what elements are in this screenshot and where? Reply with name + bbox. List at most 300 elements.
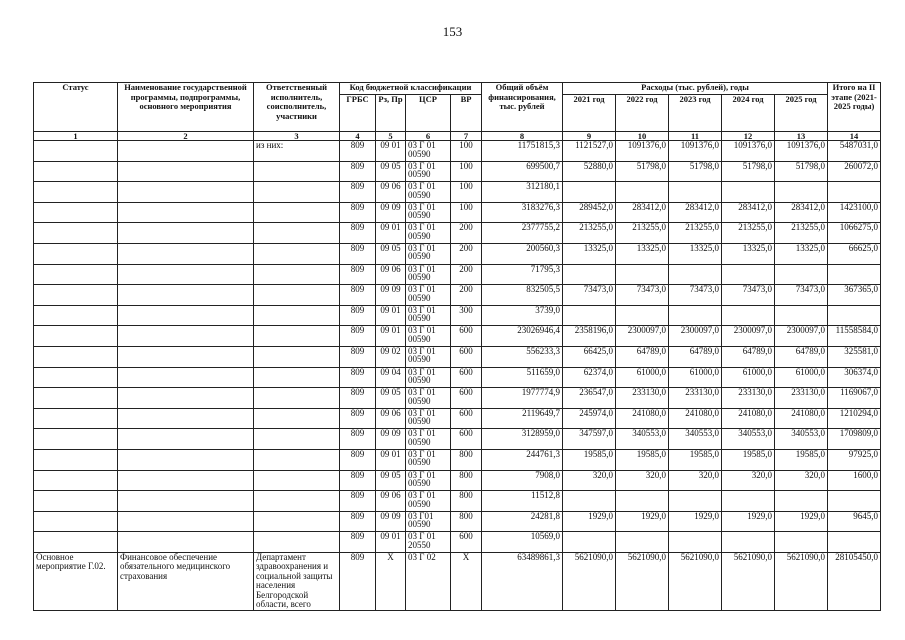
cell-grbs: 809	[340, 346, 376, 367]
cell-vr: 600	[451, 326, 482, 347]
cell-2023: 5621090,0	[669, 552, 722, 610]
cell-name	[118, 346, 254, 367]
table-row	[34, 532, 881, 553]
cell-2023: 1091376,0	[669, 141, 722, 162]
column-number: 12	[722, 132, 775, 141]
cell-rzpr: 09 01	[376, 305, 406, 326]
cell-name	[118, 305, 254, 326]
cell-csr: 03 Г 01 00590	[406, 202, 451, 223]
header-code-group: Код бюджетной классификации	[340, 83, 482, 95]
cell-total: 23026946,4	[482, 326, 563, 347]
cell-stage-total: 1169067,0	[828, 388, 881, 409]
cell-2021: 5621090,0	[563, 552, 616, 610]
cell-csr: 03 Г 01 00590	[406, 182, 451, 203]
cell-vr: 800	[451, 470, 482, 491]
cell-2024: 241080,0	[722, 408, 775, 429]
column-number: 11	[669, 132, 722, 141]
cell-grbs: 809	[340, 161, 376, 182]
cell-2023	[669, 491, 722, 512]
cell-status	[34, 367, 118, 388]
cell-2021: 62374,0	[563, 367, 616, 388]
cell-vr: 100	[451, 141, 482, 162]
cell-vr: 200	[451, 223, 482, 244]
cell-status	[34, 491, 118, 512]
cell-status	[34, 202, 118, 223]
table-row	[34, 491, 881, 512]
cell-2023	[669, 305, 722, 326]
cell-2021: 320,0	[563, 470, 616, 491]
cell-2022: 241080,0	[616, 408, 669, 429]
cell-responsible	[254, 243, 340, 264]
cell-stage-total: 325581,0	[828, 346, 881, 367]
cell-stage-total: 28105450,0	[828, 552, 881, 610]
cell-rzpr: 09 05	[376, 161, 406, 182]
cell-2022: 283412,0	[616, 202, 669, 223]
table-body	[34, 141, 881, 611]
cell-name	[118, 449, 254, 470]
cell-name	[118, 367, 254, 388]
cell-status	[34, 141, 118, 162]
cell-name	[118, 223, 254, 244]
cell-rzpr: Х	[376, 552, 406, 610]
cell-vr: 200	[451, 264, 482, 285]
cell-grbs: 809	[340, 305, 376, 326]
table-row	[34, 388, 881, 409]
column-number: 4	[340, 132, 376, 141]
cell-responsible	[254, 532, 340, 553]
cell-2023: 61000,0	[669, 367, 722, 388]
cell-vr: 600	[451, 532, 482, 553]
cell-2025	[775, 305, 828, 326]
cell-2021	[563, 182, 616, 203]
cell-grbs: 809	[340, 243, 376, 264]
table-row	[34, 182, 881, 203]
cell-rzpr: 09 04	[376, 367, 406, 388]
cell-grbs: 809	[340, 367, 376, 388]
cell-2023: 213255,0	[669, 223, 722, 244]
header-row-top	[34, 83, 881, 95]
cell-vr: 200	[451, 285, 482, 306]
cell-stage-total: 66625,0	[828, 243, 881, 264]
cell-responsible	[254, 326, 340, 347]
header-total: Общий объём финансирования, тыс. рублей	[482, 83, 563, 132]
cell-2021: 19585,0	[563, 449, 616, 470]
cell-vr: 100	[451, 182, 482, 203]
cell-responsible	[254, 429, 340, 450]
cell-rzpr: 09 05	[376, 470, 406, 491]
cell-name	[118, 408, 254, 429]
cell-status	[34, 264, 118, 285]
cell-2021: 1121527,0	[563, 141, 616, 162]
cell-stage-total: 260072,0	[828, 161, 881, 182]
header-stage-total: Итого на II этапе (2021-2025 годы)	[828, 83, 881, 132]
cell-grbs: 809	[340, 511, 376, 532]
cell-stage-total: 306374,0	[828, 367, 881, 388]
cell-total: 2377755,2	[482, 223, 563, 244]
cell-stage-total: 1423100,0	[828, 202, 881, 223]
cell-2024	[722, 264, 775, 285]
cell-name	[118, 388, 254, 409]
table-row	[34, 223, 881, 244]
table-row	[34, 202, 881, 223]
cell-2025	[775, 182, 828, 203]
cell-vr: 800	[451, 511, 482, 532]
table-row	[34, 408, 881, 429]
cell-csr: 03 Г 01 00590	[406, 161, 451, 182]
cell-stage-total: 1210294,0	[828, 408, 881, 429]
cell-stage-total: 9645,0	[828, 511, 881, 532]
cell-status: Основное мероприятие Г.02.	[34, 552, 118, 610]
table-row	[34, 141, 881, 162]
column-number: 7	[451, 132, 482, 141]
cell-total: 2119649,7	[482, 408, 563, 429]
cell-2023: 283412,0	[669, 202, 722, 223]
cell-vr: Х	[451, 552, 482, 610]
cell-csr: 03 Г 01 00590	[406, 470, 451, 491]
cell-rzpr: 09 05	[376, 243, 406, 264]
table-row	[34, 449, 881, 470]
cell-csr: 03 Г 01 00590	[406, 429, 451, 450]
cell-2024: 213255,0	[722, 223, 775, 244]
column-number: 2	[118, 132, 254, 141]
cell-2021	[563, 264, 616, 285]
cell-responsible	[254, 367, 340, 388]
cell-2024	[722, 532, 775, 553]
table-row	[34, 264, 881, 285]
cell-2024: 73473,0	[722, 285, 775, 306]
cell-2024: 1091376,0	[722, 141, 775, 162]
cell-name	[118, 470, 254, 491]
cell-rzpr: 09 06	[376, 491, 406, 512]
cell-2024: 13325,0	[722, 243, 775, 264]
cell-grbs: 809	[340, 491, 376, 512]
cell-grbs: 809	[340, 408, 376, 429]
cell-name	[118, 182, 254, 203]
cell-2022: 73473,0	[616, 285, 669, 306]
header-status: Статус	[34, 83, 118, 132]
cell-grbs: 809	[340, 182, 376, 203]
cell-2023: 13325,0	[669, 243, 722, 264]
cell-csr: 03 Г 01 00590	[406, 346, 451, 367]
cell-stage-total: 11558584,0	[828, 326, 881, 347]
cell-responsible	[254, 182, 340, 203]
cell-responsible: из них:	[254, 141, 340, 162]
cell-2025: 1091376,0	[775, 141, 828, 162]
cell-stage-total	[828, 491, 881, 512]
cell-2023: 73473,0	[669, 285, 722, 306]
cell-responsible: Департамент здравоохранения и социальной защиты населения Белгородской области, всего	[254, 552, 340, 610]
cell-status	[34, 511, 118, 532]
table-row	[34, 429, 881, 450]
table-row	[34, 470, 881, 491]
cell-total: 556233,3	[482, 346, 563, 367]
cell-rzpr: 09 01	[376, 449, 406, 470]
cell-status	[34, 346, 118, 367]
cell-2022: 1929,0	[616, 511, 669, 532]
cell-2024: 320,0	[722, 470, 775, 491]
cell-name	[118, 429, 254, 450]
cell-2022	[616, 491, 669, 512]
column-number: 5	[376, 132, 406, 141]
cell-csr: 03 Г 01 20550	[406, 532, 451, 553]
header-csr: ЦСР	[406, 95, 451, 132]
cell-2021	[563, 491, 616, 512]
cell-2024: 283412,0	[722, 202, 775, 223]
cell-stage-total	[828, 182, 881, 203]
cell-2023: 233130,0	[669, 388, 722, 409]
cell-2023	[669, 182, 722, 203]
cell-2021: 66425,0	[563, 346, 616, 367]
cell-total: 832505,5	[482, 285, 563, 306]
cell-grbs: 809	[340, 285, 376, 306]
cell-total: 7908,0	[482, 470, 563, 491]
cell-responsible	[254, 202, 340, 223]
cell-name	[118, 264, 254, 285]
cell-2025: 241080,0	[775, 408, 828, 429]
cell-name	[118, 141, 254, 162]
cell-grbs: 809	[340, 326, 376, 347]
cell-2024: 61000,0	[722, 367, 775, 388]
table-row	[34, 326, 881, 347]
cell-name	[118, 243, 254, 264]
table-row	[34, 346, 881, 367]
cell-total: 11751815,3	[482, 141, 563, 162]
cell-2023: 320,0	[669, 470, 722, 491]
header-responsible: Ответственный исполнитель, соисполнитель, участники	[254, 83, 340, 132]
cell-2021: 289452,0	[563, 202, 616, 223]
cell-grbs: 809	[340, 532, 376, 553]
table-row	[34, 511, 881, 532]
column-number: 10	[616, 132, 669, 141]
cell-name	[118, 532, 254, 553]
cell-2025: 283412,0	[775, 202, 828, 223]
cell-responsible	[254, 305, 340, 326]
cell-total: 1977774,9	[482, 388, 563, 409]
cell-2024: 5621090,0	[722, 552, 775, 610]
cell-rzpr: 09 02	[376, 346, 406, 367]
cell-csr: 03 Г 01 00590	[406, 326, 451, 347]
table-row	[34, 243, 881, 264]
cell-rzpr: 09 01	[376, 326, 406, 347]
cell-csr: 03 Г 02	[406, 552, 451, 610]
cell-rzpr: 09 09	[376, 511, 406, 532]
cell-2021: 13325,0	[563, 243, 616, 264]
cell-status	[34, 161, 118, 182]
cell-2024: 19585,0	[722, 449, 775, 470]
cell-2023: 51798,0	[669, 161, 722, 182]
cell-rzpr: 09 01	[376, 223, 406, 244]
page-number: 153	[442, 24, 463, 39]
cell-2024: 51798,0	[722, 161, 775, 182]
column-number: 6	[406, 132, 451, 141]
cell-2025	[775, 491, 828, 512]
cell-status	[34, 532, 118, 553]
column-number: 14	[828, 132, 881, 141]
table-row	[34, 161, 881, 182]
table-row-main-event	[34, 552, 881, 610]
cell-2021	[563, 305, 616, 326]
cell-2022: 213255,0	[616, 223, 669, 244]
cell-grbs: 809	[340, 264, 376, 285]
cell-2023: 340553,0	[669, 429, 722, 450]
cell-status	[34, 285, 118, 306]
cell-name	[118, 491, 254, 512]
cell-csr: 03 Г 01 00590	[406, 491, 451, 512]
cell-2023: 1929,0	[669, 511, 722, 532]
cell-total: 200560,3	[482, 243, 563, 264]
cell-2022: 1091376,0	[616, 141, 669, 162]
cell-2025: 73473,0	[775, 285, 828, 306]
cell-2022: 2300097,0	[616, 326, 669, 347]
table-row	[34, 285, 881, 306]
cell-status	[34, 449, 118, 470]
cell-2022	[616, 182, 669, 203]
cell-2022: 13325,0	[616, 243, 669, 264]
cell-responsible	[254, 346, 340, 367]
cell-grbs: 809	[340, 429, 376, 450]
cell-name	[118, 161, 254, 182]
cell-vr: 600	[451, 367, 482, 388]
cell-2025: 51798,0	[775, 161, 828, 182]
cell-2022: 19585,0	[616, 449, 669, 470]
cell-2021: 347597,0	[563, 429, 616, 450]
cell-2023: 19585,0	[669, 449, 722, 470]
table-row	[34, 305, 881, 326]
cell-total: 24281,8	[482, 511, 563, 532]
cell-status	[34, 182, 118, 203]
cell-status	[34, 388, 118, 409]
cell-2024: 233130,0	[722, 388, 775, 409]
cell-2021	[563, 532, 616, 553]
header-year-2024: 2024 год	[722, 95, 775, 132]
cell-2024: 1929,0	[722, 511, 775, 532]
cell-2022	[616, 532, 669, 553]
cell-vr: 600	[451, 429, 482, 450]
cell-2021: 2358196,0	[563, 326, 616, 347]
cell-status	[34, 429, 118, 450]
cell-2025: 213255,0	[775, 223, 828, 244]
cell-responsible	[254, 161, 340, 182]
cell-2024	[722, 305, 775, 326]
cell-2022: 340553,0	[616, 429, 669, 450]
cell-rzpr: 09 06	[376, 182, 406, 203]
cell-status	[34, 408, 118, 429]
cell-stage-total: 5487031,0	[828, 141, 881, 162]
cell-2022: 233130,0	[616, 388, 669, 409]
cell-responsible	[254, 408, 340, 429]
cell-vr: 600	[451, 408, 482, 429]
cell-responsible	[254, 223, 340, 244]
header-year-2021: 2021 год	[563, 95, 616, 132]
cell-total: 3739,0	[482, 305, 563, 326]
cell-vr: 200	[451, 243, 482, 264]
cell-2021: 73473,0	[563, 285, 616, 306]
cell-csr: 03 Г 01 00590	[406, 264, 451, 285]
cell-2023: 64789,0	[669, 346, 722, 367]
cell-status	[34, 305, 118, 326]
cell-stage-total: 367365,0	[828, 285, 881, 306]
cell-2022: 51798,0	[616, 161, 669, 182]
cell-csr: 03 Г 01 00590	[406, 243, 451, 264]
header-year-2022: 2022 год	[616, 95, 669, 132]
cell-status	[34, 223, 118, 244]
cell-stage-total	[828, 264, 881, 285]
cell-csr: 03 Г 01 00590	[406, 305, 451, 326]
cell-csr: 03 Г01 00590	[406, 511, 451, 532]
cell-2022: 64789,0	[616, 346, 669, 367]
cell-2025	[775, 532, 828, 553]
cell-status	[34, 470, 118, 491]
cell-grbs: 809	[340, 449, 376, 470]
cell-responsible	[254, 491, 340, 512]
cell-2025: 19585,0	[775, 449, 828, 470]
cell-grbs: 809	[340, 141, 376, 162]
cell-status	[34, 326, 118, 347]
cell-2023	[669, 532, 722, 553]
cell-total: 63489861,3	[482, 552, 563, 610]
cell-vr: 600	[451, 388, 482, 409]
cell-total: 3128959,0	[482, 429, 563, 450]
cell-rzpr: 09 09	[376, 429, 406, 450]
cell-total: 699500,7	[482, 161, 563, 182]
cell-name	[118, 202, 254, 223]
cell-name	[118, 511, 254, 532]
cell-responsible	[254, 511, 340, 532]
cell-2022: 5621090,0	[616, 552, 669, 610]
cell-total: 11512,8	[482, 491, 563, 512]
cell-2025: 233130,0	[775, 388, 828, 409]
cell-rzpr: 09 06	[376, 408, 406, 429]
cell-2024: 64789,0	[722, 346, 775, 367]
cell-total: 244761,3	[482, 449, 563, 470]
cell-responsible	[254, 470, 340, 491]
cell-2021: 52880,0	[563, 161, 616, 182]
cell-status	[34, 243, 118, 264]
cell-vr: 800	[451, 491, 482, 512]
cell-total: 511659,0	[482, 367, 563, 388]
cell-grbs: 809	[340, 470, 376, 491]
column-number: 9	[563, 132, 616, 141]
cell-stage-total: 1600,0	[828, 470, 881, 491]
cell-total: 10569,0	[482, 532, 563, 553]
cell-2025: 320,0	[775, 470, 828, 491]
column-number: 13	[775, 132, 828, 141]
cell-2024: 340553,0	[722, 429, 775, 450]
cell-2025: 2300097,0	[775, 326, 828, 347]
cell-grbs: 809	[340, 223, 376, 244]
cell-vr: 300	[451, 305, 482, 326]
header-year-2025: 2025 год	[775, 95, 828, 132]
cell-stage-total: 1709809,0	[828, 429, 881, 450]
cell-2024: 2300097,0	[722, 326, 775, 347]
cell-csr: 03 Г 01 00590	[406, 388, 451, 409]
cell-2025: 13325,0	[775, 243, 828, 264]
cell-grbs: 809	[340, 202, 376, 223]
cell-responsible	[254, 449, 340, 470]
header-rzpr: Рз, Пр	[376, 95, 406, 132]
cell-2025: 1929,0	[775, 511, 828, 532]
column-number: 3	[254, 132, 340, 141]
cell-2025: 64789,0	[775, 346, 828, 367]
cell-2025: 5621090,0	[775, 552, 828, 610]
cell-stage-total: 97925,0	[828, 449, 881, 470]
cell-grbs: 809	[340, 552, 376, 610]
header-name: Наименование государственной программы, подпрограммы, основного мероприятия	[118, 83, 254, 132]
column-number: 1	[34, 132, 118, 141]
header-grbs: ГРБС	[340, 95, 376, 132]
cell-vr: 800	[451, 449, 482, 470]
cell-responsible	[254, 264, 340, 285]
